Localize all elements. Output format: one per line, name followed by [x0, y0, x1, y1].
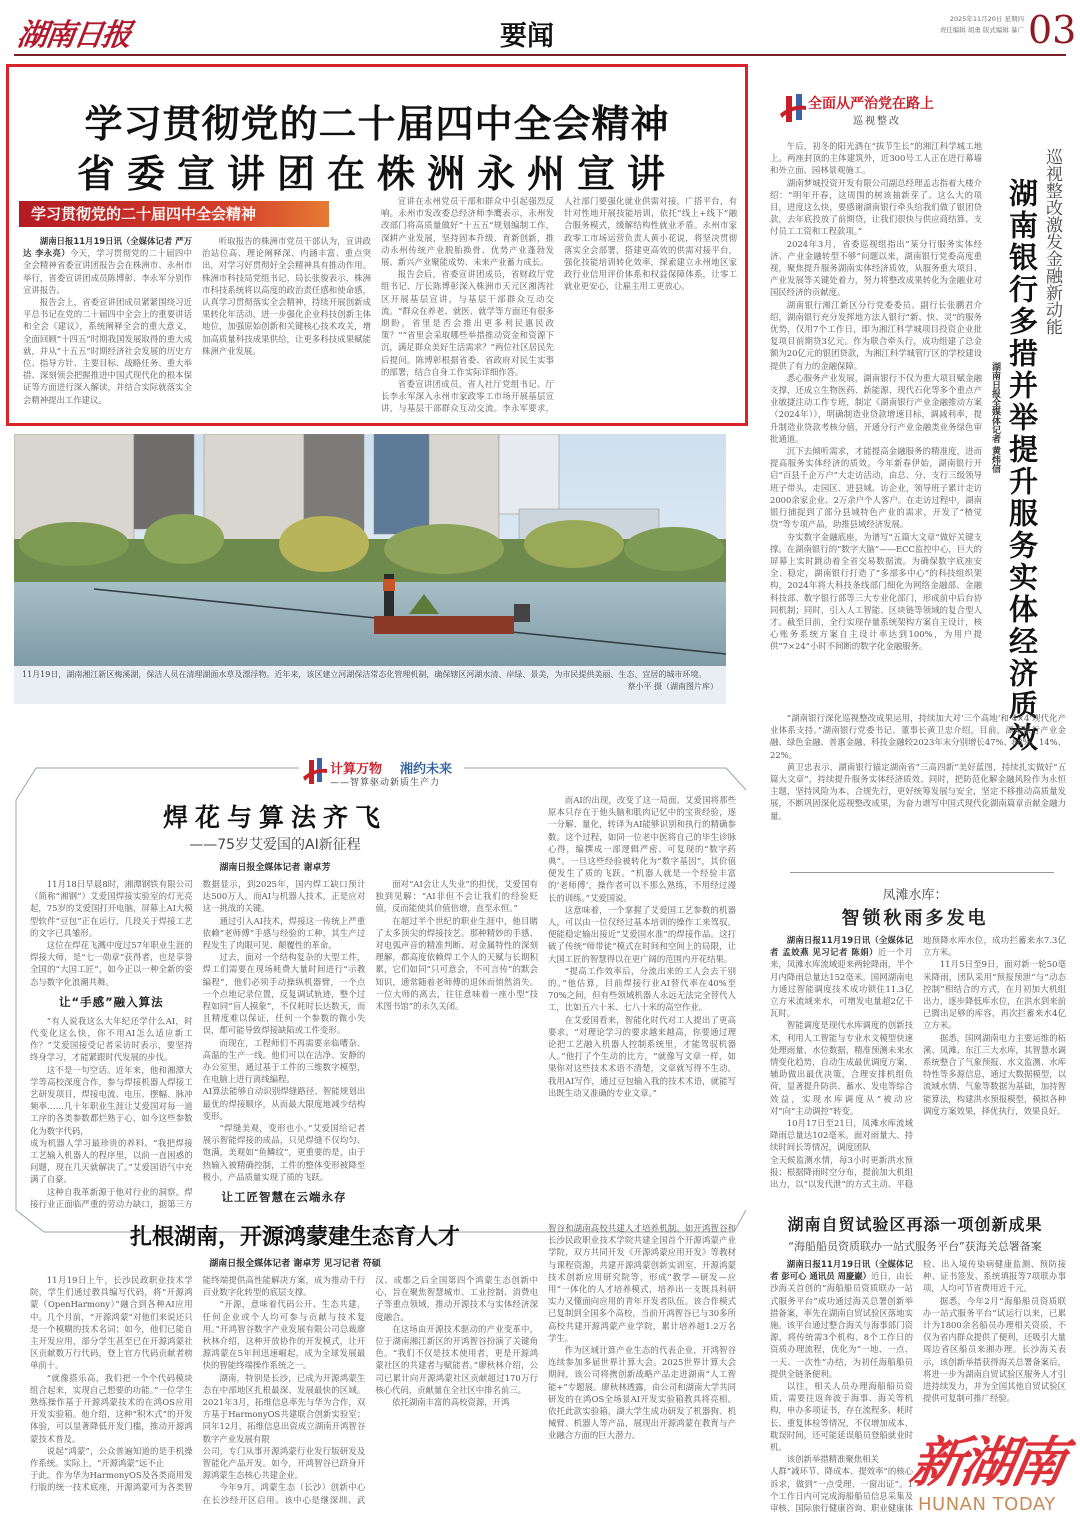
- article-paragraph: 通过引入AI技术，焊接这一传统上严重依赖“老师傅”手感与经验的工种，其生产过程发生了肉眼可见、颠覆性的革命。: [202, 915, 366, 951]
- article-paragraph: 成为机器人学习最珍贵的养料。“我把焊接工艺输入机器人的程序里，以前一直困惑的问题，现在几天就解决了。”艾爱国语气中充满了自豪。: [30, 1137, 193, 1185]
- ai-byline: 湖南日报全媒体记者 谢卓芳: [219, 863, 331, 873]
- bank-story-body-wide: [770, 712, 1066, 862]
- article-paragraph: 而现在，工程师们不再需要亲临嘈杂、高温的生产一线。他们可以在洁净、安静的办公室里，通过基于工件的三维数字模型，在电脑上进行离线编程。: [202, 1037, 366, 1085]
- ai-subhead-1: 让“手感”融入算法: [59, 994, 164, 1009]
- top-story-headline-line1: 学习贯彻党的二十届四中全会精神: [84, 102, 670, 146]
- harmony-byline: 湖南日报全媒体记者 谢卓芳 见习记者 符硕: [209, 1259, 381, 1269]
- article-paragraph: “有人说我这么大年纪还学什么AI，时代变化这么快，你不用AI怎么适应新工作？”艾爱国接受记者采访时表示，要坚持终身学习，才能紧跟时代发展的步伐。: [30, 1015, 193, 1063]
- article-paragraph: [23, 235, 192, 296]
- article-paragraph: 在这场由开源技术驱动的产业变革中，位于湖南湘江新区的开鸿智谷扮演了关键角色。“我们不仅是技术使用者，更是开源鸿蒙社区的共建者与赋能者。”廖秋林介绍，公司已累计向开源鸿蒙社区贡献超过170万行核心代码，贡献量在全社区中排名前三。: [375, 1323, 538, 1395]
- paragraph-text: 近日，由长沙海关首创的“海船船员资质联办一站式服务平台”成功通过海关总署创新举措备案，率先在湖南自贸试验区落地实施。该平台通过整合海关与海事部门资源，将传统需3个机构、8个工作日的资质办理流程，优化为“一地、一点、一天、一次性”办结，为初任海船船员提供全链条便利。: [770, 1271, 914, 1379]
- article-paragraph: 黄卫忠表示，湖南银行锚定湖南省“三高四新”美好蓝图，持续扎实做好“五篇大文章”，持续提升服务实体经济质效。同时，把防范化解金融风险作为永恒主题，坚持风险为本、合规先行，更好统筹发展与安全，坚定不移推动高质量发展，不断巩固深化巡视整改成果，为奋力谱写中国式现代化湖南篇章贡献金融力量。: [770, 761, 1066, 821]
- caption-text: 11月19日，湖南湘江新区梅溪湖，保洁人员在清理湖面水草及漂浮物。近年来，该区建立河湖保洁常态化管理机制，确保辖区河湖水清、岸绿、景美，为市民提供美丽、生态、宜居的城市环境。: [22, 670, 707, 679]
- article-paragraph: 据悉，国网湖南电力主要运维的柘溪、凤滩、东江三大水库，其智慧水调系统整合了气象预报、水文监测、水库特性等多源信息，通过大数据模型，以流域水情、气象等数据为基础，加持智能算法，构建洪水预报模型，模拟各种调度方案效果，择优执行，效果良好。: [923, 1032, 1066, 1116]
- article-paragraph: 这种自我革新源于他对行业的洞察。焊接行业正面临严重的劳动力缺口，据第三方数据显示，到2025年，国内焊工缺口预计达500万人。而AI与机器人技术，正是应对这一挑战的关键。: [30, 879, 366, 1209]
- article-paragraph: 在超过半个世纪的职业生涯中，他目睹了太多顶尖的焊接技艺。那种精妙的手感、对电弧声音的精准判断、对金属特性的深刻理解，都高度依赖焊工个人的天赋与长期积累，它们如同“只可意会，不可言传”的默会知识，通常随着老师傅的退休而悄然消失。一位大师的离去，往往意味着一座小型“技术图书馆”的永久关闭。: [375, 915, 538, 1012]
- article-paragraph: 公司，专门从事开源鸿蒙行业发行版研发及智能化产品开发。如今，开鸿智谷已跻身开源鸿蒙生态核心共建企业。: [202, 1445, 366, 1481]
- article-paragraph: AI算法能够自动识别焊缝路径、智能规划出最优的焊接顺序，从而最大限度地减少结构变形。: [202, 1086, 366, 1121]
- article-paragraph: 省委宣讲团成员，省人社厅党组书记、厅长李永军深入永州市家政零工市场开展基层宣讲，与基层干部群众互动交流。李永军要求，人社部门要强化就业供需对接，广搭平台，有针对性地开展技能培训，依托“线上+线下”融合服务模式，缓解结构性就业矛盾。永州市家政零工市场运营负责人黄小花说，将坚决贯彻落实全会部署，搭建更高效的供需对接平台，强化技能培训转化效率，探索建立永州地区家政行业信用评价体系和权益保障体系，让零工就业更安心，让雇主用工更放心。: [381, 196, 737, 414]
- ai-subheadline: ——75岁艾爱国的AI新征程: [189, 837, 361, 853]
- article-paragraph: 智能调度是现代水库调度的创新技术，利用人工智能与专业水文模型快速处理雨量、水位数据，精准预测未来水情变化趋势，自动生成最优调度方案，辅助做出最优决策，合理安排机组负荷，显著提升防洪、蓄水、发电等综合效益，实现水库调度从“被动应对”向“主动调控”转变。: [770, 1020, 913, 1116]
- photo-credit: 蔡小平 摄（湖南图片库）: [627, 681, 718, 691]
- article-paragraph: 报告会上，省委宣讲团成员紧紧围绕习近平总书记在党的二十届四中全会上的重要讲话和全会《建议》，系统阐释全会的重大意义，全面回顾“十四五”时期我国发展取得的重大成就，并从“十五五”时期经济社会发展的历史方位、指导方针、主要目标、战略任务、重大举措、深刻领会把握推进中国式现代化的根本保证等方面进行深入解读，并结合实际就落实全会精神提出工作建议。: [23, 297, 192, 405]
- harmony-headline: 扎根湖南，开源鸿蒙建生态育人才: [129, 1224, 460, 1250]
- article-paragraph: “焊缝美观，变形也小。”艾爱国给记者展示智能焊接的成品，只见焊缝不仅均匀、饱满，美观如“鱼鳞纹”，更重要的是，由于热输入被精确控制，工件的整体变形被降至极小，产品质量实现了质的飞跃。: [202, 1123, 366, 1182]
- harmony-column-4: [548, 1222, 736, 1514]
- masthead: [0, 0, 1080, 58]
- article-paragraph: 11月5日至9日，面对新一轮50毫米降雨，团队采用“预报预泄”与“动态控制”相结合的方式，在月初加大机组出力，逐步降低库水位，在洪水到来前已腾出足够的库容，再次拦蓄来水4亿立方米。: [923, 959, 1066, 1031]
- top-story-headline-line2: 省委宣讲团在株洲永州宣讲: [76, 152, 677, 196]
- article-paragraph: 宣讲在永州党员干部和群众中引起强烈反响。永州市发改委总经济师李鹰表示，永州发改部门将高质量做好“十五五”规划编制工作，深耕产业发展，坚持固本升级、育新创新，推动永州传统产业脱胎换骨、优势产业蓬勃发展、新兴产业聚能成势、未来产业蓄力成长。: [381, 196, 554, 268]
- article-paragraph: 这不是一句空话。近年来，他和湘潭大学等高校深度合作，参与焊接机器人焊接工艺研发项目，焊接电流、电压、摆幅、脉冲频率……几十年职业生涯让艾爱国对每一道工序的各类参数都烂熟于心，如今这些参数化为数字代码，: [30, 1064, 193, 1136]
- article-paragraph: 2024年3月，省委巡视组指出“某分行服务实体经济、产业金融转型不够”问题以来，湖南银行党委高度重视，聚焦提升服务湖南实体经济质效，从服务重大项目、产业发展等关键处着力，努力将整改成果转化为金融业对国民经济的贡献度。: [770, 238, 982, 298]
- page-number: 03: [1028, 8, 1077, 52]
- column-logo-icon: [778, 92, 808, 126]
- article-paragraph: 全天候监测水情，每3小时更新洪水预报；根据降雨时空分布，提前加大机组出力，以“以发代泄”的方式主动、平稳地预降水库水位，成功拦蓄来水7.3亿立方米。: [770, 935, 1066, 1190]
- masthead-divider: [14, 54, 1066, 56]
- series-kicker-sub: ——智算驱动新质生产力: [330, 778, 441, 788]
- paragraph-text: 今天，学习贯彻党的二十届四中全会精神省委宣讲团报告会在株洲市、永州市举行，省委宣讲团成员陈博彰、李永军分别作宣讲报告。: [23, 248, 193, 295]
- article-paragraph: 于此。作为华为HarmonyOS及各类商用发行版的统一技术底座，开源鸿蒙可为各类智能终端提供高性能解决方案，成为推动千行百业数字化转型的底层支撑。: [30, 1275, 366, 1493]
- ftz-headline: 湖南自贸试验区再添一项创新成果: [787, 1215, 1043, 1234]
- ai-column-4: [548, 794, 736, 1212]
- article-paragraph: 人群“减环节、降成本、提效率”的核心诉求，做到“一点受理、一窗出证”。1个工作日内可完成海船船员信息采集及审核、国际旅行健康咨询、职业健康体检、出入境传染病健康监测、预防接种、证书签发、系统填报等7项联办事项，人均可节省费用近千元。: [770, 1259, 1066, 1514]
- news-photo-lake: [14, 434, 726, 666]
- article-paragraph: 湖南，特别是长沙，已成为开源鸿蒙生态在中部地区扎根最深、发展最快的区域。2021年3月，拓维信息率先与华为合作，双方基于HarmonyOS共建联合创新实验室；同年12月，拓维信息出资成立湖南开鸿智谷数字产业发展有限: [202, 1372, 366, 1444]
- article-paragraph: 夯实数字金融底座，为谱写“五篇大文章”做好关键支撑。在湖南银行的“数字大脑”——ECC监控中心，巨大的屏幕上实时跳动着全省交易数据流。为确保数字底座安全、稳定，湖南银行打造了“多部多中心”的科技组织架构，2024年将大科技条线部门细化为网络金融部、金融科技部、数字银行部等三大专业化部门，形成前中后台协同机制；同时，引入人工智能、区块链等领域的复合型人才。截至目前，全行实现存量系统架构方案自主设计，核心账务系统方案自主设计率达到100%，为用户提供“7×24”小时不间断的数字化金融服务。: [770, 531, 982, 652]
- article-paragraph: 湖南银行湘江新区分行党委委员、副行长张鹏君介绍，湖南银行充分发挥地方法人银行“新、快、灵”的服务优势，仅用7个工作日，即为湘江科学城项目投资企业批复项目前期贷3亿元。作为联合牵头行，成功组建了总金额为20亿元的银团贷款，为湘江科学城管厅区的学校建设提供了有力的金融保障。: [770, 299, 982, 371]
- article-paragraph: 作为区域计算产业生态的代表企业，开鸿智谷连续参加多届世界计算大会。2025世界计算大会期间，该公司将携创新战略产品走进湖南“人工智能+”专题展。廖秋林透露，由公司和湖南大学共同研发的在鸿OS全场景AI开发实验箱教具将亮相。依托此款实验箱，湖大学生成功研发了机器狗、机械臂、机器人等产品，展现出开源鸿蒙在教育与产业融合方面的巨大潜力。: [548, 1345, 736, 1441]
- dateline: [880, 14, 1024, 36]
- article-paragraph: “开源，意味着代码公开、生态共建，任何企业或个人均可参与贡献与技术复用。”开鸿智谷数字产业发展有限公司总裁廖秋林介绍，这种开放协作的开发模式，让开源鸿蒙在5年间迅速崛起，成为全球发展最快的智能终端操作系统之一。: [202, 1299, 366, 1371]
- topic-banner: 学习贯彻党的二十届四中全会精神: [19, 201, 329, 227]
- article-paragraph: 据悉，今年2月“海船船员资质联办一站式服务平台”试运行以来，已累计为1800余名船员办理相关资质，不仅为省内群众提供了便利，还吸引大量周边省区船员来湘办理。长沙海关表示，该创新举措获得海关总署备案后，将进一步为湖南自贸试验区服务人才引进持续发力，并为全国其他自贸试验区提供可复制可推广经验。: [923, 1295, 1066, 1404]
- paragraph-text: 近一个月来，凤滩水库流域迎来两轮降雨，半个月内降雨总量达152毫米。国网湖南电力通过智能调度技术成功锁住11.3亿立方米流域来水，可增发电量超2亿千瓦时。: [770, 947, 914, 1019]
- series-kicker-red: 计算万物: [330, 762, 383, 777]
- article-paragraph: 湖南梦城投资开发有限公司副总经理孟志指着大楼介绍：“明年开春，这周围的树该抽新芽了。这么大的项目，进度这么快，要感谢湖南银行牵头给我们做了银团贷款，去年底投放了前期贷，让我们很快与供应商结算、支付员工工资和工程款项。”: [770, 177, 982, 237]
- article-paragraph: 依托湖南丰富的高校资源，开鸿: [392, 1397, 510, 1408]
- article-paragraph: 听取报告的株洲市党员干部认为，宣讲政治站位高、理论阐释深、内涵丰富、重点突出，对学习好贯彻好全会精神具有推动作用。株洲市科技局党组书记、局长张俊表示，株洲市科技系统将以高度的政治责任感和使命感，认真学习贯彻落实全会精神，持续开展创新成果转化年活动，进一步强化企业科技创新主体地位，加强原始创新和关键核心技术攻关，增加高质量科技成果供给，让更多科技成果赋能株洲产业发展。: [202, 236, 371, 356]
- ai-story-columns: [30, 878, 538, 1212]
- bank-story-body: [770, 140, 982, 708]
- dateline-lead: 湖南日报11月19日讯（全媒体记者 严万达 李永亮）: [23, 236, 192, 259]
- article-paragraph: 在艾爱国看来，智能化时代对工人提出了更高要求。“对理论学习的要求越来越高，你要通过理论把工艺融入机器人控制系统里，才能驾驭机器人。”他打了个生动的比方，“就像写文章一样，如果你对这些技术术语不清楚，文章就写得不生动。我用AI写作，通过豆包输入我的技术术语，就能写出既生动又准确的专业文章。”: [548, 1014, 736, 1098]
- dateline-lead: 湖南日报11月19日讯（全媒体记者 孟姣燕 见习记者 陈娟）: [770, 935, 913, 958]
- article-paragraph: “湖南银行深化巡视整改成果运用，持续加大对‘三个高地’和‘4×4’现代化产业体系支持。”湖南银行党委书记、董事长黄卫忠介绍，目前，湖南银行产业金融、绿色金融、普惠金融、科技金融较2023年末分别增长47%、88%、14%、22%。: [770, 713, 1066, 760]
- top-story-columns-right: [381, 195, 737, 421]
- bank-vertical-subtitle: 巡视整改激发金融新动能: [1042, 148, 1062, 335]
- article-paragraph: 智谷和湖南高校共建人才培养机制。如开鸿智谷和长沙民政职业技术学院共建全国首个开源鸿蒙产业学院，双方共同开发《开源鸿蒙应用开发》等教材与课程资源，共建开源鸿蒙创新实训室、开源鸿蒙技术创新应用研究院等，形成“教学—研发—应用”一体化的人才培养模式，培养出一支既具科研实力又懂面向应用的青年开发者队伍。该合作模式已复制到全国多个高校，当前开鸿智谷已与30多所高校共建开源鸿蒙产业学院，累计培养超1.2万名学生。: [548, 1223, 736, 1343]
- photo-caption: [14, 666, 726, 704]
- series-kicker-blue: 湘约未来: [400, 762, 453, 777]
- ai-subhead-2: 让工匠智慧在云端永存: [221, 1190, 347, 1205]
- dateline-lead: 湖南日报11月19日讯（全媒体记者 彭可心 通讯员 周慶巖）: [770, 1259, 913, 1282]
- ai-headline: 焊花与算法齐飞: [162, 803, 387, 832]
- editors-credit: 责任编辑 胡勇 版式编辑 暴广: [939, 26, 1024, 34]
- article-paragraph: 以往，相关人员办理海船船员资质，需要往返奔波于海事、海关等机构，申办多项证书，存在流程多、耗时长、重复体检等情况，不仅增加成本、耽误时间，还可能延误船员登船就业时机。: [770, 1381, 913, 1453]
- issue-date: 2025年11月20日 星期四: [949, 15, 1024, 23]
- article-paragraph: 这意味着，一个掌握了艾爱国工艺参数的机器人，可以由一位仅经过基本培训的操作工来驾驭，便能稳定输出接近“艾爱国水准”的焊接作品。这打破了传统“师带徒”模式在时间和空间上的局限，让大国工匠的智慧得以在更广阔的范围内开花结果。: [548, 904, 736, 964]
- article-paragraph: 沉下去倾听需求，才能提高金融服务的精准度，进而提高服务实体经济的质效。今年新春伊始，湖南银行开启“百县千企万户”大走访活动，由总、分、支行三级领导班子带头，走园区、进县域、访企业，领导班子累计走访2000余家企业、2万余户个人客户。在走访过程中，湖南银行捕捉到了部分县域特色产业的需求，开发了“楂觉贷”等专项产品，助推县域经济发展。: [770, 446, 982, 530]
- article-paragraph: [770, 934, 913, 1019]
- section-title: 要闻: [500, 21, 554, 52]
- article-paragraph: 报告会后，省委宣讲团成员，省财政厅党组书记、厅长陈博彰深入株洲市天元区湘湾社区开展基层宣讲，与基层干部群众互动交流。“群众在养老、就医、就学等方面还有很多期盼，省里是否会推出更多利民惠民政策？”“省里会采取哪些举措推动资金和资源下沉，满足群众美好生活需求？”两位社区居民先后提问。陈博彰根据省委、省政府对民生实事的部署，结合自身工作实际详细作答。: [381, 269, 554, 377]
- article-paragraph: 过去，面对一个结构复杂的大型工件，焊工们需要在现场耗费大量时间进行“示教编程”，他们必须手动操纵机器臂，一个点一个点地记录位置，反复调试轨迹，整个过程如同“盲人摸象”，不仅耗时长达数天，而且精度难以保证，任何一个参数的微小失误，都可能导致焊接缺陷或工件变形。: [202, 952, 366, 1036]
- harmony-story-columns: [30, 1274, 538, 1514]
- reservoir-story-columns: [770, 934, 1066, 1196]
- ftz-story-columns: [770, 1258, 1066, 1524]
- column-subkicker: 巡视整改: [853, 116, 901, 127]
- article-paragraph: 而AI的出现，改变了这一局面。艾爱国将那些原本只存在于他头脑和肌肉记忆中的宝贵经验，逐一分解、量化，转译为AI能够识别和执行的精确参数。这个过程，如同一位老中医将自己的毕生诊脉心得，编撰成一部逻辑严密、可复现的“数字药典”。一旦这些经验被转化为“数字基因”，其价值便发生了质的飞跃。“机器人就是一个经验丰富的‘老师傅’，操作者可以不那么熟练，不用经过漫长的训练。”艾爱国说。: [548, 795, 736, 903]
- top-story-columns-left: [23, 235, 371, 421]
- watermark-text: HUNAN TODAY: [918, 1494, 1056, 1515]
- newspaper-logo: 湖南日报: [15, 18, 132, 53]
- article-paragraph: 该创新举措精准聚焦相关: [786, 1454, 879, 1465]
- section-divider: [790, 872, 1054, 873]
- article-paragraph: 10月17日至21日，凤滩水库流域降雨总量达102毫米。面对雨量大、持续时间长等情况，调度团队: [770, 1118, 913, 1153]
- reservoir-headline: 智锁秋雨多发电: [841, 908, 989, 929]
- column-kicker: 全面从严治党在路上: [808, 96, 934, 112]
- series-logo-icon: [302, 757, 328, 787]
- boat: [374, 616, 514, 634]
- article-paragraph: 悉心服务产业发展，湖南银行不仅为重大项目赋金融支撑，还成立生物医药、新能源、现代石化等多个重点产业敏捷注动工作专班，制定《湖南银行产业金融推动方案（2024年）》，明确制造业贷款增速目标，调减利率，提升制造业贷款考核分值，开通分行产业金融类业务绿色审批通道。: [770, 372, 982, 444]
- article-paragraph: 说起“鸿蒙”，公众普遍知道的是手机操作系统。实际上，“开源鸿蒙”远不止: [30, 1445, 193, 1469]
- watermark-logo: 新湖南: [905, 1430, 1068, 1494]
- article-paragraph: 11月19日上午，长沙民政职业技术学院，学生们通过教具编写代码，将“开源鸿蒙（OpenHarmony）”融合到各种AI应用中。几个月前，“开源鸿蒙”对他们来说还只是一个模糊的技术名词；如今，他们已能自主开发应用，部分学生甚至已在开源鸿蒙社区贡献数万行代码，登上官方代码贡献者榜单前十。: [30, 1275, 193, 1371]
- article-paragraph: “就像搭乐高，我们把一个个代码模块组合起来，实现自己想要的功能。”一位学生熟练操作基于开源鸿蒙技术的在鸿OS应用开发实验箱。他介绍，这种“积木式”的开发体验，可以显著降低开发门槛，推动开源鸿蒙技术普及。: [30, 1372, 193, 1444]
- article-paragraph: 11月18日早晨8时，湘潭钢铁有限公司（简称“湘钢”）艾爱国焊接实验室的灯光亮起，75岁的艾爱国打开电脑，屏幕上AI大模型软件“豆包”正在运行，几段关于焊接工艺的文字已具雏形。: [30, 879, 193, 938]
- article-paragraph: 这位在焊花飞溅中度过57年职业生涯的焊接大师，是“七一勋章”获得者，也是享誉全国的“大国工匠”，如今正以一种全新的姿态与数字化浪潮共舞。: [30, 940, 193, 987]
- reservoir-kicker: 凤滩水库：: [882, 888, 948, 903]
- article-paragraph: 今年9月，鸿蒙生态（长沙）创新中心在长沙经开区启用。该中心是继深圳、武汉、成都之后全国第四个鸿蒙生态创新中心，旨在聚焦智慧城市、工业控制、消费电子等重点领域，推动开源技术与实体经济深度融合。: [202, 1275, 538, 1505]
- top-story-box: [6, 64, 748, 426]
- ftz-subheadline: “海船船员资质联办一站式服务平台”获海关总署备案: [788, 1240, 1042, 1253]
- article-paragraph: 午后，初冬的阳光洒在“拔节生长”的湘江科学城工地上。两座封顶的主体建筑外，近300号工人正在进行幕墙和外立面、园林景观施工。: [770, 141, 982, 176]
- article-paragraph: 面对“AI会让人失业”的担忧，艾爱国有独到见解：“AI非但不会让我们的经验贬值，反而能使其价值倍增，直至永恒。”: [375, 879, 538, 914]
- bank-vertical-headline: 湖南银行多措并举提升服务实体经济质效: [1005, 178, 1039, 754]
- article-paragraph: [770, 1258, 913, 1380]
- bank-byline: 湖南日报全媒体记者 黄炜信: [990, 362, 1000, 474]
- article-paragraph: “提高工作效率后，分流出来的工人会去干别的。”他估算，目前焊接行业AI替代率在40%至70%之间，但有些领域机器人永远无法完全替代人工，比如五六十米、七八十米的高空作业。: [548, 965, 736, 1013]
